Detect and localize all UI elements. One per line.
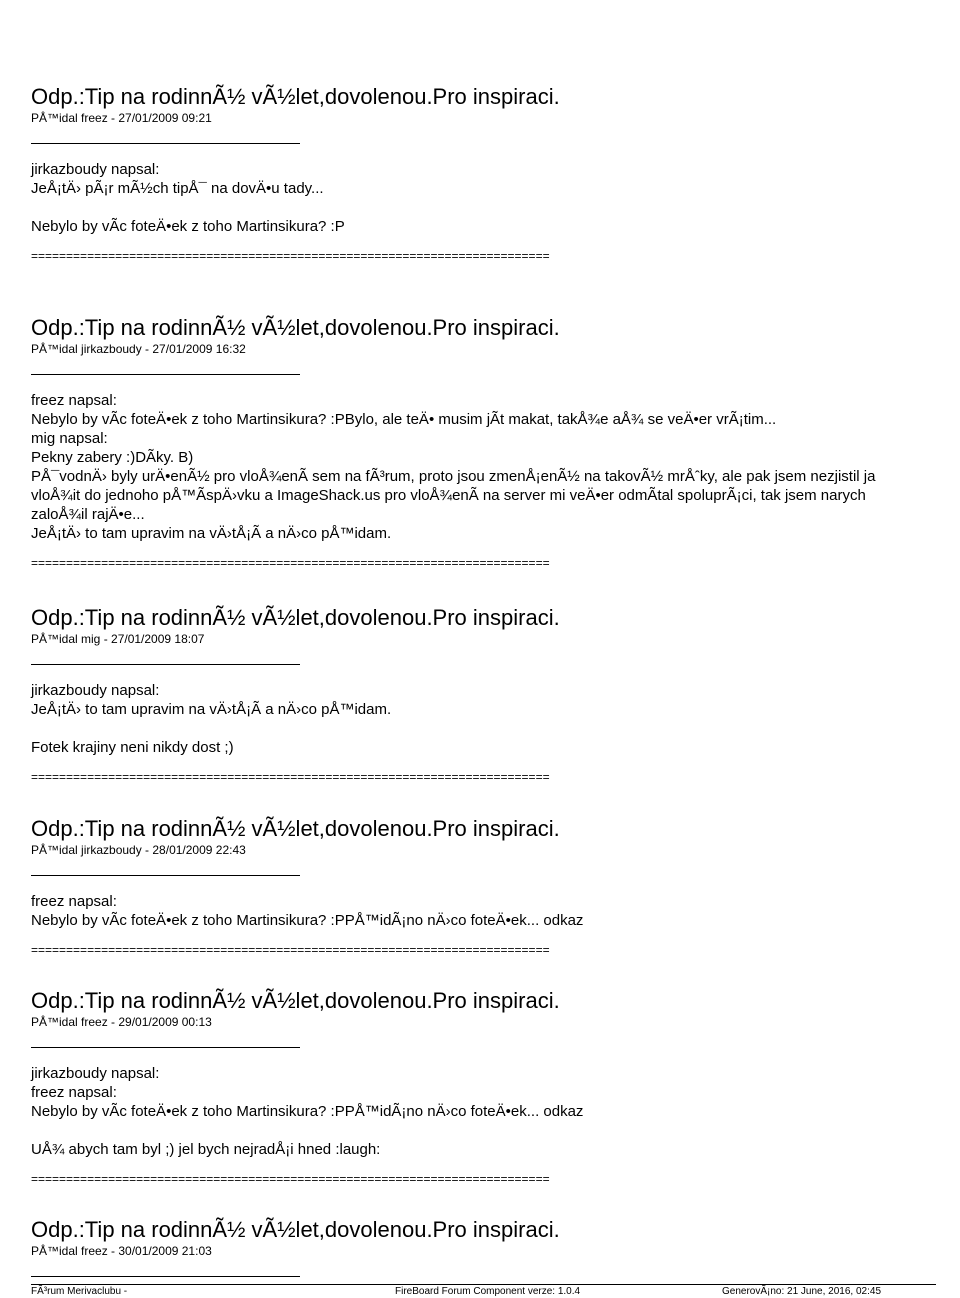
quote-author: mig napsal:	[31, 430, 108, 447]
footer-site-name: FÃ³rum Merivaclubu -	[31, 1286, 128, 1297]
post-meta: PÅ™idal freez - 27/01/2009 09:21	[31, 111, 212, 125]
post-meta: PÅ™idal jirkazboudy - 28/01/2009 22:43	[31, 843, 246, 857]
post-title: Odp.:Tip na rodinnÃ½ vÃ½let,dovolenou.Pro inspiraci.	[31, 1217, 560, 1242]
quote-text: JeÅ¡tÄ› to tam upravim na vÄ›tÅ¡Ã a nÄ›co pÅ™idam.	[31, 701, 392, 718]
post-title: Odp.:Tip na rodinnÃ½ vÃ½let,dovolenou.Pro inspiraci.	[31, 605, 560, 630]
blank-line	[31, 719, 960, 738]
forum-post	[31, 1217, 960, 1277]
reply-text: UÅ¾ abych tam byl ;) jel bych nejradÅ¡i hned :laugh:	[31, 1141, 381, 1158]
post-separator: ==========================================================================	[31, 556, 550, 570]
forum-post	[31, 84, 960, 262]
quote-author: freez napsal:	[31, 392, 117, 409]
footer-component: FireBoard Forum Component verze: 1.0.4	[395, 1286, 581, 1297]
quote-author: freez napsal:	[31, 893, 117, 910]
blank-line	[31, 1121, 960, 1140]
post-body	[31, 160, 960, 236]
divider	[31, 1276, 300, 1277]
post-title: Odp.:Tip na rodinnÃ½ vÃ½let,dovolenou.Pro inspiraci.	[31, 315, 560, 340]
post-body	[31, 681, 960, 757]
quote-author: freez napsal:	[31, 1084, 117, 1101]
post-title: Odp.:Tip na rodinnÃ½ vÃ½let,dovolenou.Pro inspiraci.	[31, 988, 560, 1013]
divider	[31, 875, 300, 876]
post-body	[31, 1064, 960, 1159]
post-meta: PÅ™idal jirkazboudy - 27/01/2009 16:32	[31, 342, 246, 356]
post-separator: ==========================================================================	[31, 1172, 550, 1186]
post-meta: PÅ™idal freez - 30/01/2009 21:03	[31, 1244, 212, 1258]
post-meta: PÅ™idal freez - 29/01/2009 00:13	[31, 1015, 212, 1029]
divider	[31, 143, 300, 144]
forum-post	[31, 315, 960, 569]
page-footer	[31, 1284, 936, 1297]
quote-text: Nebylo by vÃc foteÄ•ek z toho Martinsikura? :PPÅ™idÃ¡no nÄ›co foteÄ•ek... odkaz	[31, 1103, 584, 1120]
post-separator: ==========================================================================	[31, 943, 550, 957]
quote-author: jirkazboudy napsal:	[31, 682, 160, 699]
quote-author: jirkazboudy napsal:	[31, 1065, 160, 1082]
quote-text: Nebylo by vÃc foteÄ•ek z toho Martinsikura? :PBylo, ale teÄ• musim jÃt makat, takÅ¾e aÅ¾ se veÄ•er vrÃ¡tim...	[31, 411, 777, 428]
post-meta: PÅ™idal mig - 27/01/2009 18:07	[31, 632, 205, 646]
quote-author: jirkazboudy napsal:	[31, 161, 160, 178]
divider	[31, 1047, 300, 1048]
post-separator: ==========================================================================	[31, 249, 550, 263]
post-title: Odp.:Tip na rodinnÃ½ vÃ½let,dovolenou.Pro inspiraci.	[31, 816, 560, 841]
footer-generated: GenerovÃ¡no: 21 June, 2016, 02:45	[722, 1286, 882, 1297]
reply-text: Nebylo by vÃc foteÄ•ek z toho Martinsikura? :P	[31, 218, 345, 235]
reply-text: Fotek krajiny neni nikdy dost ;)	[31, 739, 234, 756]
forum-post	[31, 988, 960, 1185]
post-title: Odp.:Tip na rodinnÃ½ vÃ½let,dovolenou.Pro inspiraci.	[31, 84, 560, 109]
post-separator: ==========================================================================	[31, 770, 550, 784]
quote-text: JeÅ¡tÄ› pÃ¡r mÃ½ch tipÅ¯ na dovÄ•u tady...	[31, 180, 324, 197]
reply-text: zaloÅ¾il rajÄ•e...	[31, 506, 145, 523]
divider	[31, 374, 300, 375]
reply-text: PÅ¯vodnÄ› byly urÄ•enÃ½ pro vloÅ¾enÃ sem na fÃ³rum, proto jsou zmenÅ¡enÃ½ na takovÃ½ mrÅˆky, ale pak jsem nezjistil ja	[31, 468, 876, 485]
reply-text: Nebylo by vÃc foteÄ•ek z toho Martinsikura? :PPÅ™idÃ¡no nÄ›co foteÄ•ek... odkaz	[31, 912, 584, 929]
reply-text: JeÅ¡tÄ› to tam upravim na vÄ›tÅ¡Ã a nÄ›co pÅ™idam.	[31, 525, 392, 542]
post-body	[31, 892, 960, 930]
forum-post	[31, 605, 960, 783]
quote-text: Pekny zabery :)DÃky. B)	[31, 449, 194, 466]
post-body	[31, 391, 960, 543]
blank-line	[31, 198, 960, 217]
divider	[31, 664, 300, 665]
forum-post	[31, 816, 960, 956]
reply-text: vloÅ¾it do jednoho pÅ™ÃspÄ›vku a ImageShack.us pro vloÅ¾enÃ na server mi veÄ•er odmÃtal spoluprÃ¡ci, tak jsem narych	[31, 487, 866, 504]
